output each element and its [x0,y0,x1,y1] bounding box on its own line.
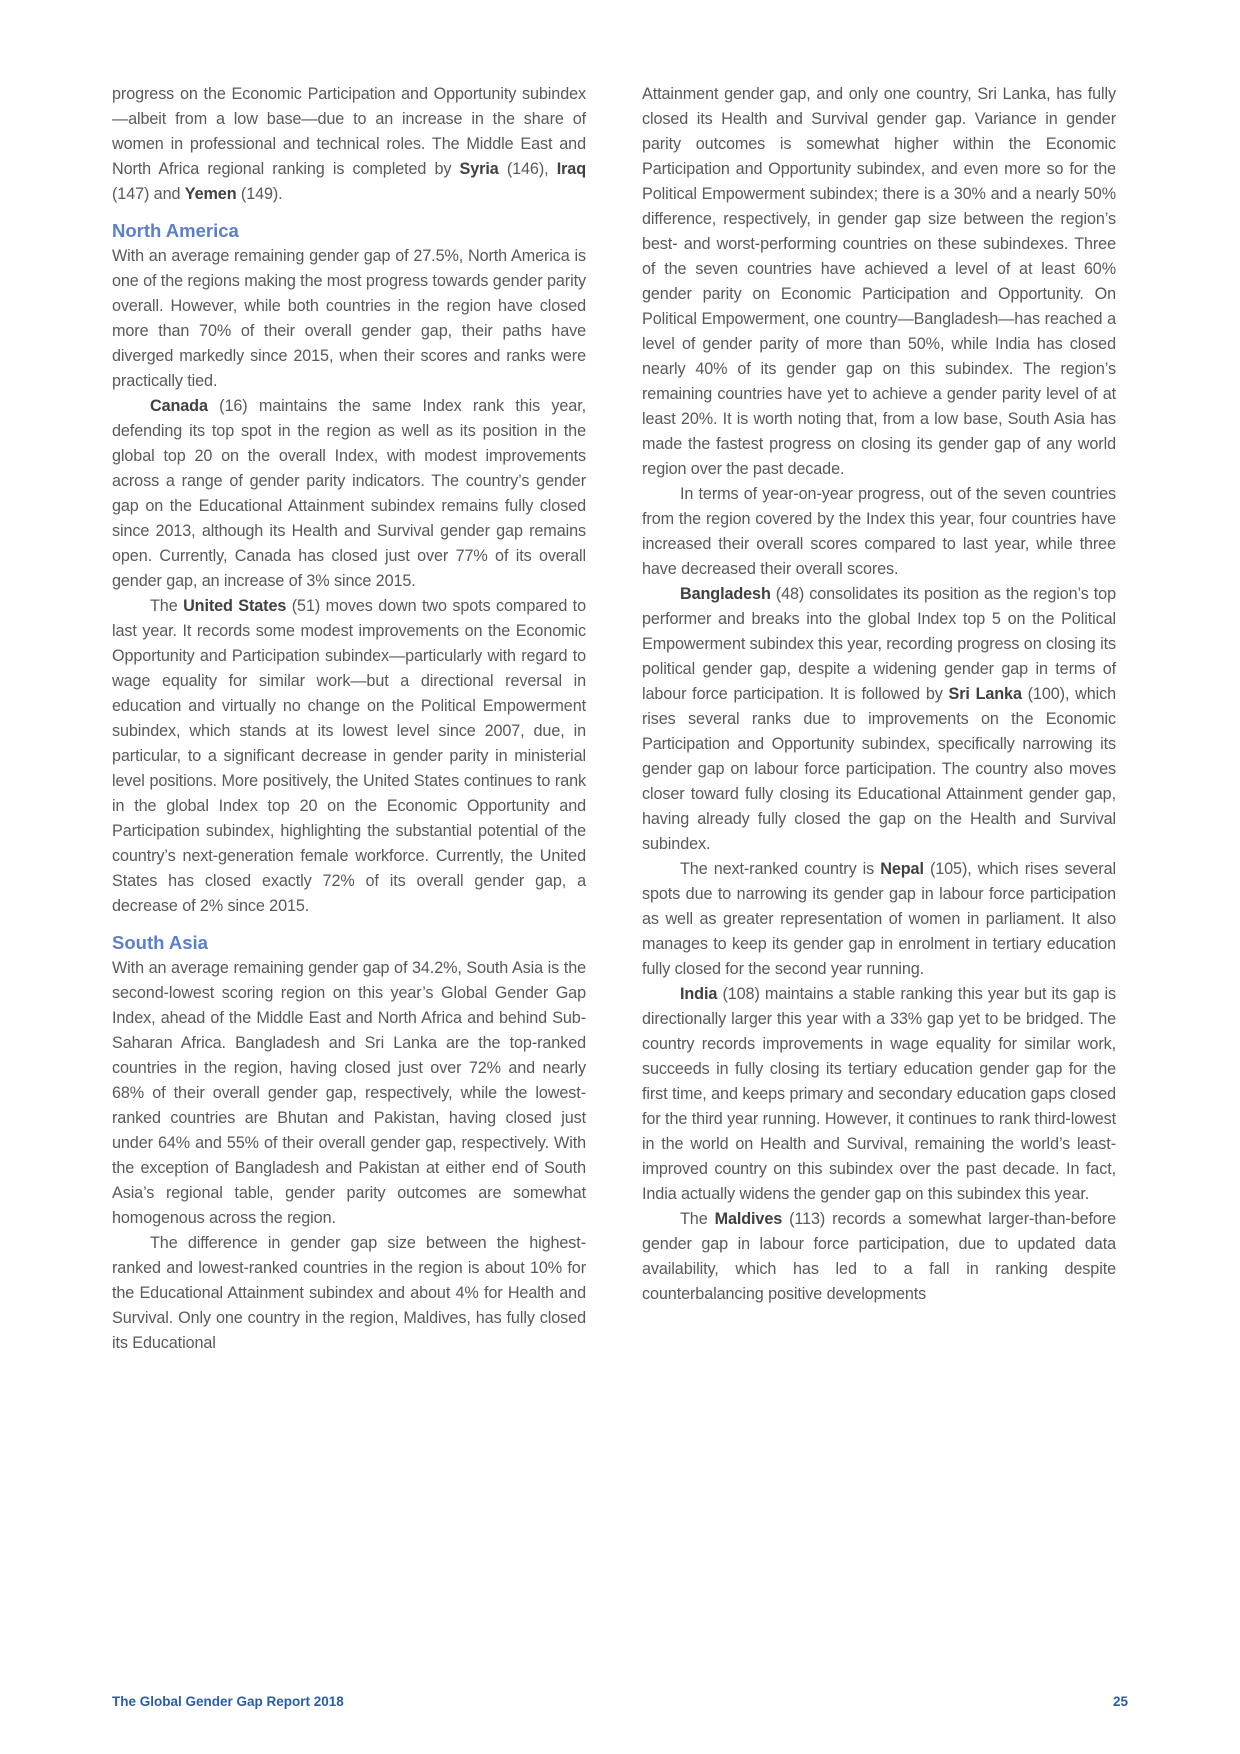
country-name: Yemen [184,185,237,203]
paragraph: The difference in gender gap size between the highest-ranked and lowest-ranked countries in the region is about 10% for the Educational Attainment subindex and about 4% for Health and Survival. Only one country in the region, Maldives, has fully closed its Educational [112,1234,586,1352]
report-title: The Global Gender Gap Report 2018 [112,1694,344,1709]
paragraph: The United States (51) moves down two spots compared to last year. It records some modest improvements on the Economic Opportunity and Participation subindex—particularly with regard to wage equality for similar work—but a directional reversal in education and virtually no change on the Political Empowerment subindex, which stands at its lowest level since 2007, due, in particular, to a significant decrease in gender parity in ministerial level positions. More positively, the United States continues to rank in the global Index top 20 on the Economic Opportunity and Participation subindex, highlighting the substantial potential of the country’s next-generation female workforce. Currently, the United States has closed exactly 72% of its overall gender gap, a decrease of 2% since 2015. [112,597,586,915]
paragraph: Canada (16) maintains the same Index rank this year, defending its top spot in the region as well as its position in the global top 20 on the overall Index, with modest improvements across a range of gender parity indicators. The country’s gender gap on the Educational Attainment subindex remains fully closed since 2013, although its Health and Survival gender gap remains open. Currently, Canada has closed just over 77% of its overall gender gap, an increase of 3% since 2015. [112,397,586,590]
page-number: 25 [1112,1694,1128,1709]
paragraph: With an average remaining gender gap of 34.2%, South Asia is the second-lowest scoring region on this year’s Global Gender Gap Index, ahead of the Middle East and North Africa and behind Sub-Saharan Africa. Bangladesh and Sri Lanka are the top-ranked countries in the region, having closed just over 72% and nearly 68% of their overall gender gap, respectively, while the lowest-ranked countries are Bhutan and Pakistan, having closed just under 64% and 55% of their overall gender gap, respectively. With the exception of Bangladesh and Pakistan at either end of South Asia’s regional table, gender parity outcomes are somewhat homogenous across the region. [112,959,586,1227]
country-name: United States [183,597,287,615]
paragraph: The next-ranked country is Nepal (105), which rises several spots due to narrowing its gender gap in labour force participation as well as greater representation of women in parliament. It also manages to keep its gender gap in enrolment in tertiary education fully closed for the second year running. [642,860,1116,978]
country-name: Canada [150,397,208,415]
page-footer [112,1694,1128,1709]
paragraph: Attainment gender gap, and only one country, Sri Lanka, has fully closed its Health and Survival gender gap. Variance in gender parity outcomes is somewhat higher within the Economic Participation and Opportunity subindex, and even more so for the Political Empowerment subindex; there is a 30% and a nearly 50% difference, respectively, in gender gap size between the region’s best- and worst-performing countries on these subindexes. Three of the seven countries have achieved a level of at least 60% gender parity on Economic Participation and Opportunity. On Political Empowerment, one country—Bangladesh—has reached a level of gender parity of more than 50%, while India has closed nearly 40% of its gender gap on this subindex. The region’s remaining countries have yet to achieve a gender parity level of at least 20%. It is worth noting that, from a low base, South Asia has made the fastest progress on closing its gender gap of any world region over the past decade. [642,85,1116,478]
country-name: India [680,985,718,1003]
country-name: Bangladesh [680,585,771,603]
country-name: Nepal [880,860,924,878]
paragraph: Bangladesh (48) consolidates its position as the region’s top performer and breaks into the global Index top 5 on the Political Empowerment subindex this year, recording progress on closing its political gender gap, despite a widening gender gap in terms of labour force participation. It is followed by Sri Lanka (100), which rises several ranks due to improvements on the Economic Participation and Opportunity subindex, specifically narrowing its gender gap on labour force participation. The country also moves closer toward fully closing its Educational Attainment gender gap, having already fully closed the gap on the Health and Survival subindex. [642,585,1116,853]
section-heading: South Asia [112,932,208,953]
paragraph: In terms of year-on-year progress, out of the seven countries from the region covered by the Index this year, four countries have increased their overall scores compared to last year, while three have decreased their overall scores. [642,485,1116,578]
paragraph: India (108) maintains a stable ranking this year but its gap is directionally larger this year with a 33% gap yet to be bridged. The country records improvements in wage equality for similar work, succeeds in fully closing its tertiary education gender gap for the first time, and keeps primary and secondary education gaps closed for the third year running. However, it continues to rank third-lowest in the world on Health and Survival, remaining the world’s least-improved country on this subindex over the past decade. In fact, India actually widens the gender gap on this subindex this year. [642,985,1116,1203]
section-heading: North America [112,220,239,241]
paragraph: progress on the Economic Participation and Opportunity subindex—albeit from a low base—due to an increase in the share of women in professional and technical roles. The Middle East and North Africa regional ranking is completed by Syria (146), Iraq (147) and Yemen (149). [112,85,586,203]
paragraph: With an average remaining gender gap of 27.5%, North America is one of the regions making the most progress towards gender parity overall. However, while both countries in the region have closed more than 70% of their overall gender gap, their paths have diverged markedly since 2015, when their scores and ranks were practically tied. [112,247,586,390]
country-name: Syria [459,160,499,178]
text-column-right [642,82,1116,1356]
text-column-left [112,82,586,1356]
country-name: Iraq [556,160,586,178]
paragraph: The Maldives (113) records a somewhat larger-than-before gender gap in labour force participation, due to updated data availability, which has led to a fall in ranking despite counterbalancing positive developments [642,1210,1116,1303]
country-name: Maldives [714,1210,783,1228]
country-name: Sri Lanka [948,685,1022,703]
